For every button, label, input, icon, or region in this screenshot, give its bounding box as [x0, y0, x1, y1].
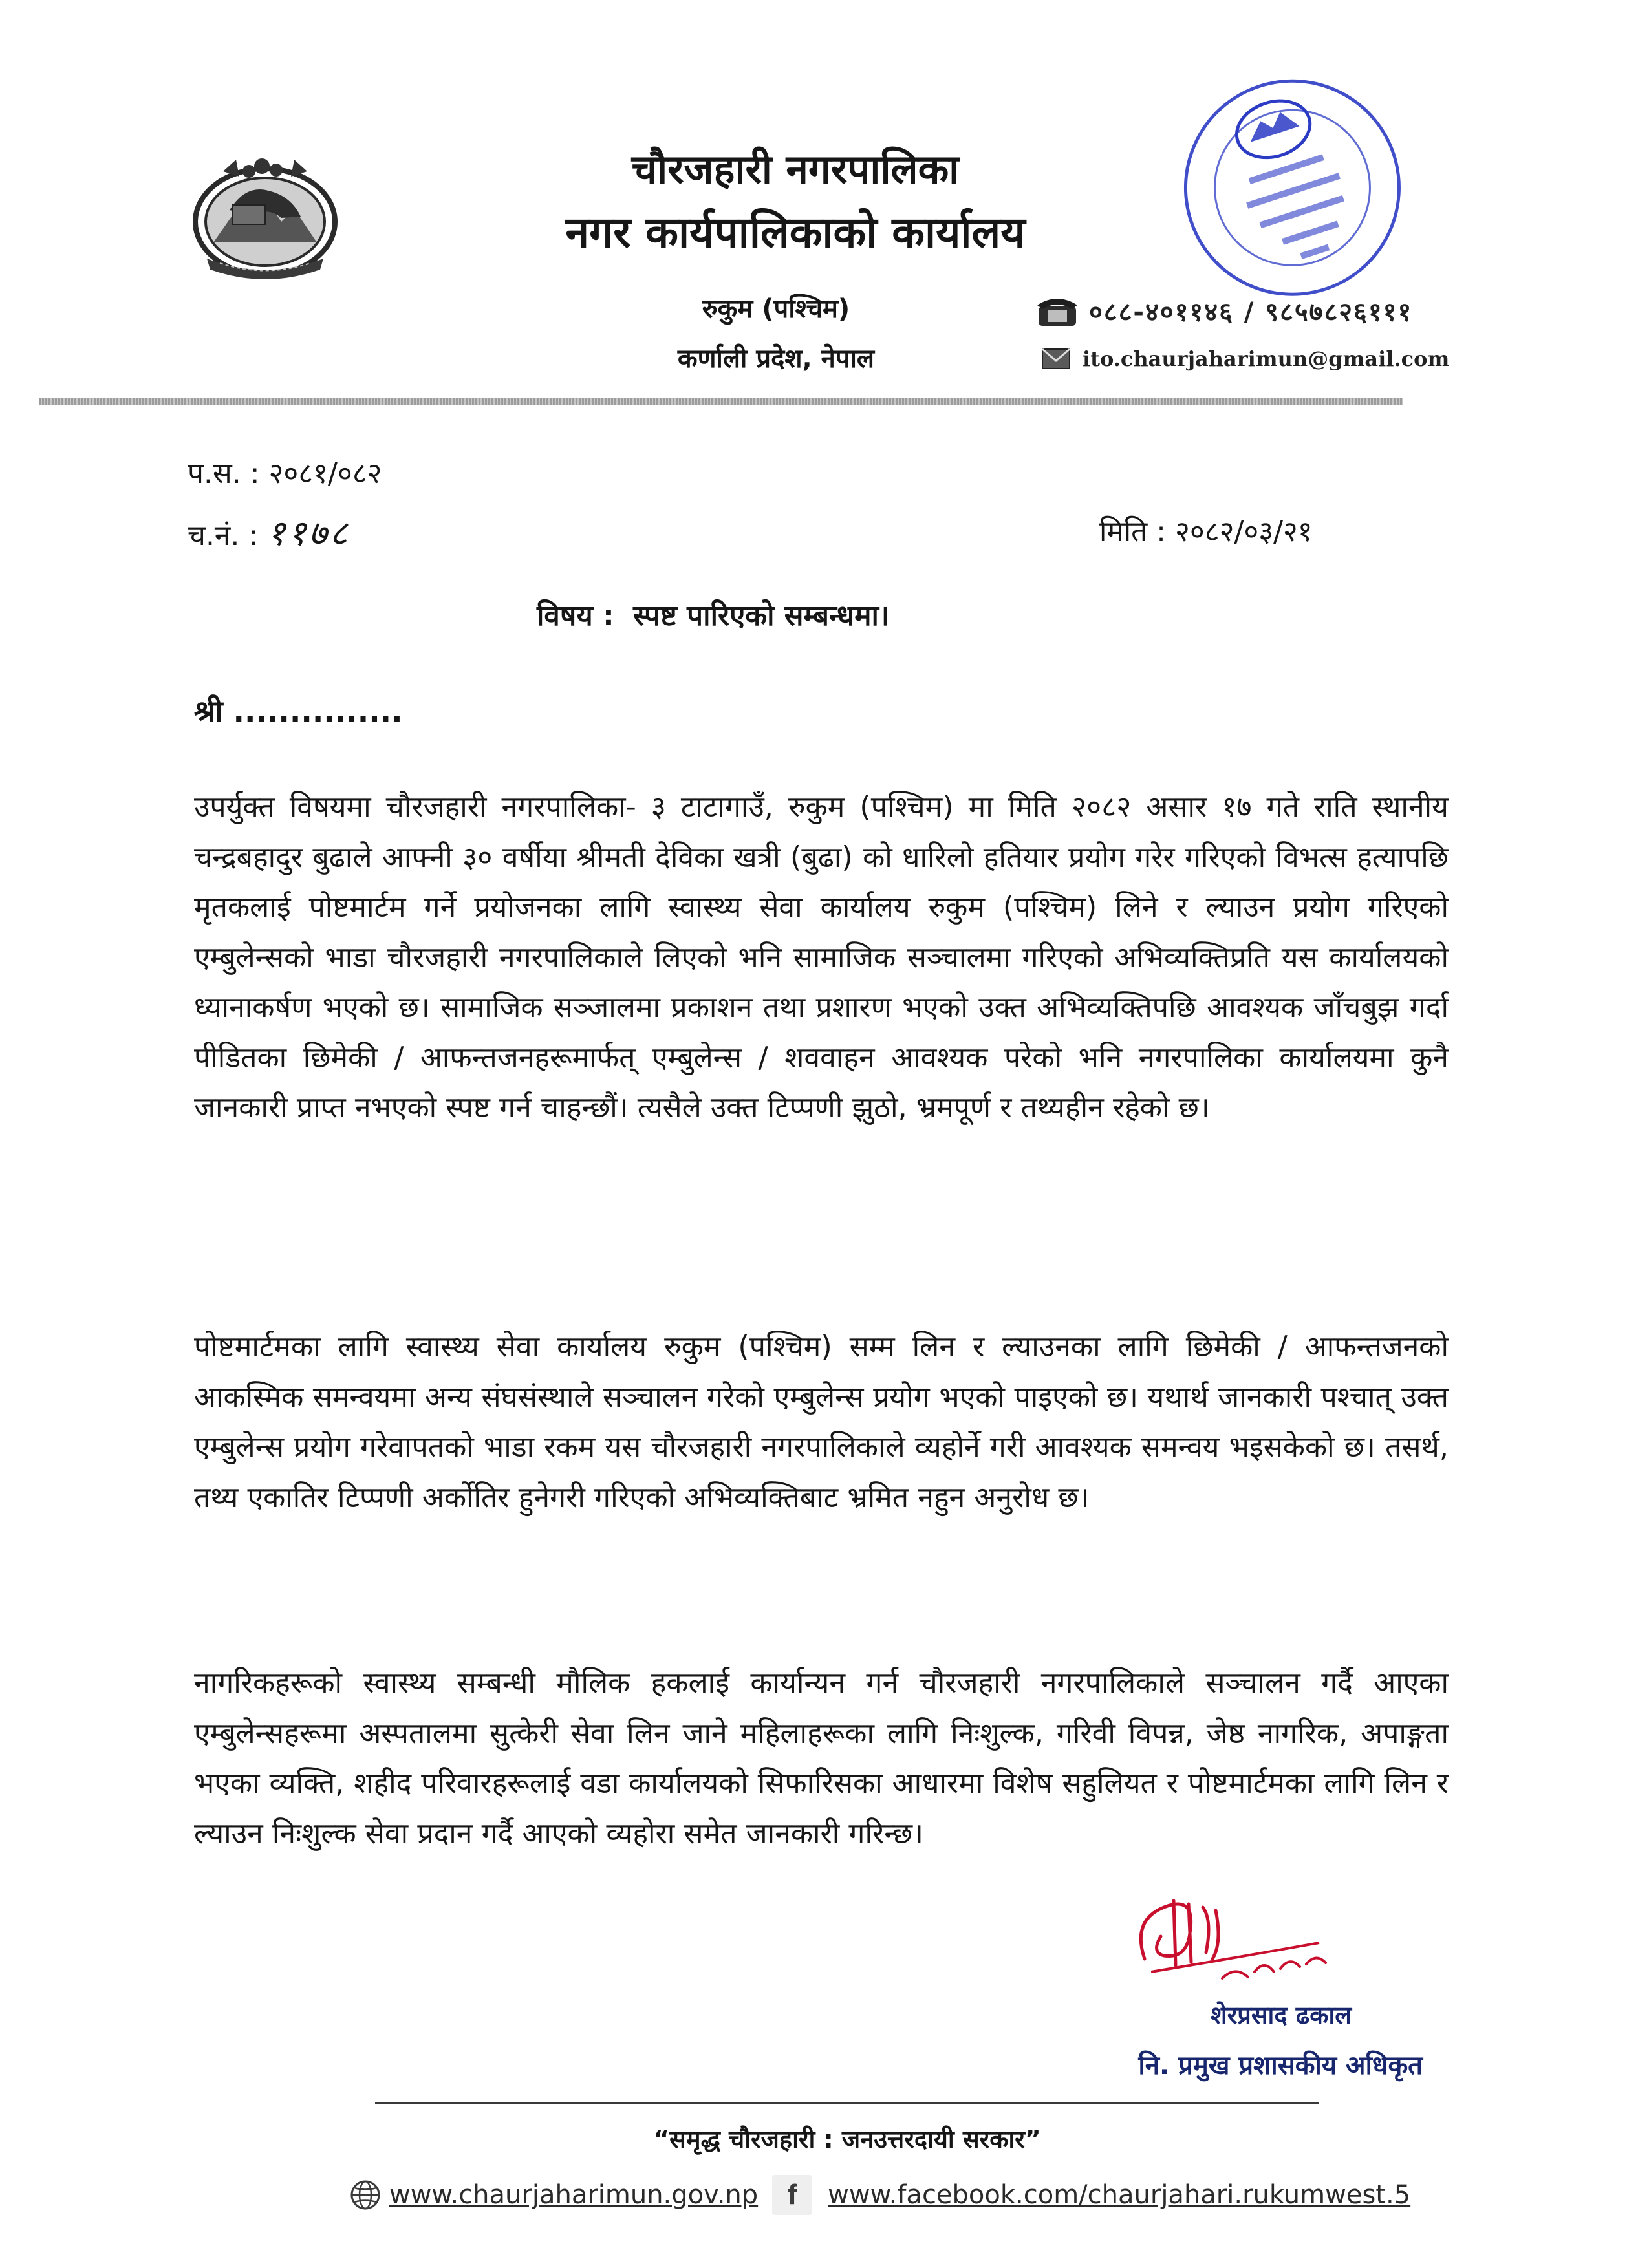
footer-links [349, 2172, 1449, 2218]
email-address[interactable]: ito.chaurjaharimun@gmail.com [1083, 347, 1450, 371]
website-link[interactable]: www.chaurjaharimun.gov.np [389, 2180, 759, 2210]
salutation: श्री ............... [194, 694, 403, 729]
municipality-name: चौरजहारी नगरपालिका [631, 145, 960, 193]
handwritten-signature [1125, 1881, 1345, 2011]
phone-contact [1035, 288, 1412, 333]
phone-numbers: ०८८-४०११४६ / ९८५७८२६१११ [1089, 297, 1413, 327]
email-contact [1041, 339, 1449, 378]
signer-name: शेरप्रसाद ढकाल [1210, 2001, 1352, 2029]
body-paragraph-1: उपर्युक्त विषयमा चौरजहारी नगरपालिका- ३ टाटागाउँ, रुकुम (पश्चिम) मा मिति २०८२ असार १७ गते राति स्थानीय चन्द्रबहादुर बुढाले आफ्नी ३० वर्षीया श्रीमती देविका खत्री (बुढा) को धारिलो हतियार प्रयोग गरेर गरिएको विभत्स हत्यापछि मृतकलाई पोष्टमार्टम गर्ने प्रयोजनका लागि स्वास्थ्य सेवा कार्यालय रुकुम (पश्चिम) लिने र ल्याउन प्रयोग गरिएको एम्बुलेन्सको भाडा चौरजहारी नगरपालिकाले लिएको भनि सामाजिक सञ्चालमा गरिएको अभिव्यक्तिप्रति यस कार्यालयको ध्यानाकर्षण भएको छ। सामाजिक सञ्जालमा प्रकाशन तथा प्रशारण भएको उक्त अभिव्यक्तिपछि आवश्यक जाँचबुझ गर्दा पीडितका छिमेकी / आफन्तजनहरूमार्फत् एम्बुलेन्स / शववाहन आवश्यक परेको भनि नगरपालिका कार्यालयमा कुनै जानकारी प्राप्त नभएको स्पष्ट गर्न चाहन्छौं। त्यसैले उक्त टिप्पणी झुठो, भ्रमपूर्ण र तथ्यहीन रहेको छ। [194, 791, 1449, 1124]
telephone-icon [1035, 291, 1080, 330]
signer-title: नि. प्रमुख प्रशासकीय अधिकृत [1138, 2051, 1423, 2081]
slogan: “समृद्ध चौरजहारी : जनउत्तरदायी सरकार” [653, 2125, 1041, 2154]
ref-pa-sa-label: प.स. : [188, 457, 260, 490]
subject-text: स्पष्ट पारिएको सम्बन्धमा। [633, 599, 890, 632]
ref-pa-sa [188, 453, 382, 491]
ref-cha-na-handwritten: ११७८ [267, 513, 350, 553]
office-seal-stamp [1158, 55, 1429, 326]
body-paragraph-3: नागरिकहरूको स्वास्थ्य सम्बन्धी मौलिक हकलाई कार्यान्यन गर्न चौरजहारी नगरपालिकाले सञ्चालन गर्दै आएका एम्बुलेन्सहरूमा अस्पतालमा सुत्केरी सेवा लिन जाने महिलाहरूका लागि निःशुल्क, गरिवी विपन्न, जेष्ठ नागरिक, अपाङ्गता भएका व्यक्ति, शहीद परिवारहरूलाई वडा कार्यालयको सिफारिसका आधारमा विशेष सहुलियत र पोष्टमार्टमका लागि लिन र ल्याउन निःशुल्क सेवा प्रदान गर्दै आएको व्यहोरा समेत जानकारी गरिन्छ। [194, 1667, 1449, 1850]
province-name: कर्णाली प्रदेश, नेपाल [677, 344, 875, 374]
facebook-link[interactable]: www.facebook.com/chaurjahari.rukumwest.5 [828, 2180, 1411, 2210]
ref-pa-sa-value: २०८१/०८२ [268, 457, 382, 490]
district-name: रुकुम (पश्चिम) [702, 294, 850, 324]
ref-cha-na [188, 508, 350, 555]
globe-icon [349, 2179, 382, 2211]
facebook-icon: f [772, 2175, 812, 2215]
footer-divider [375, 2102, 1319, 2104]
office-name: नगर कार्यपालिकाको कार्यालय [565, 208, 1026, 257]
ref-cha-na-label: च.नं. : [188, 519, 259, 552]
subject-label: विषय : [537, 599, 614, 632]
email-icon [1041, 348, 1071, 370]
nepal-emblem-logo [184, 145, 346, 284]
body-paragraph-2: पोष्टमार्टमका लागि स्वास्थ्य सेवा कार्यालय रुकुम (पश्चिम) सम्म लिन र ल्याउनका लागि छिमेकी / आफन्तजनको आकस्मिक समन्वयमा अन्य संघसंस्थाले सञ्चालन गरेको एम्बुलेन्स प्रयोग भएको पाइएको छ। यथार्थ जानकारी पश्चात् उक्त एम्बुलेन्स प्रयोग गरेवापतको भाडा रकम यस चौरजहारी नगरपालिकाले व्यहोर्ने गरी आवश्यक समन्वय भइसकेको छ। तसर्थ, तथ्य एकातिर टिप्पणी अर्कोतिर हुनेगरी गरिएको अभिव्यक्तिबाट भ्रमित नहुन अनुरोध छ। [194, 1331, 1449, 1514]
subject-line [537, 595, 890, 634]
letter-date [1099, 511, 1313, 550]
date-value: २०८२/०३/२१ [1175, 515, 1313, 548]
date-label: मिति : [1099, 515, 1166, 548]
header-divider [39, 398, 1403, 405]
